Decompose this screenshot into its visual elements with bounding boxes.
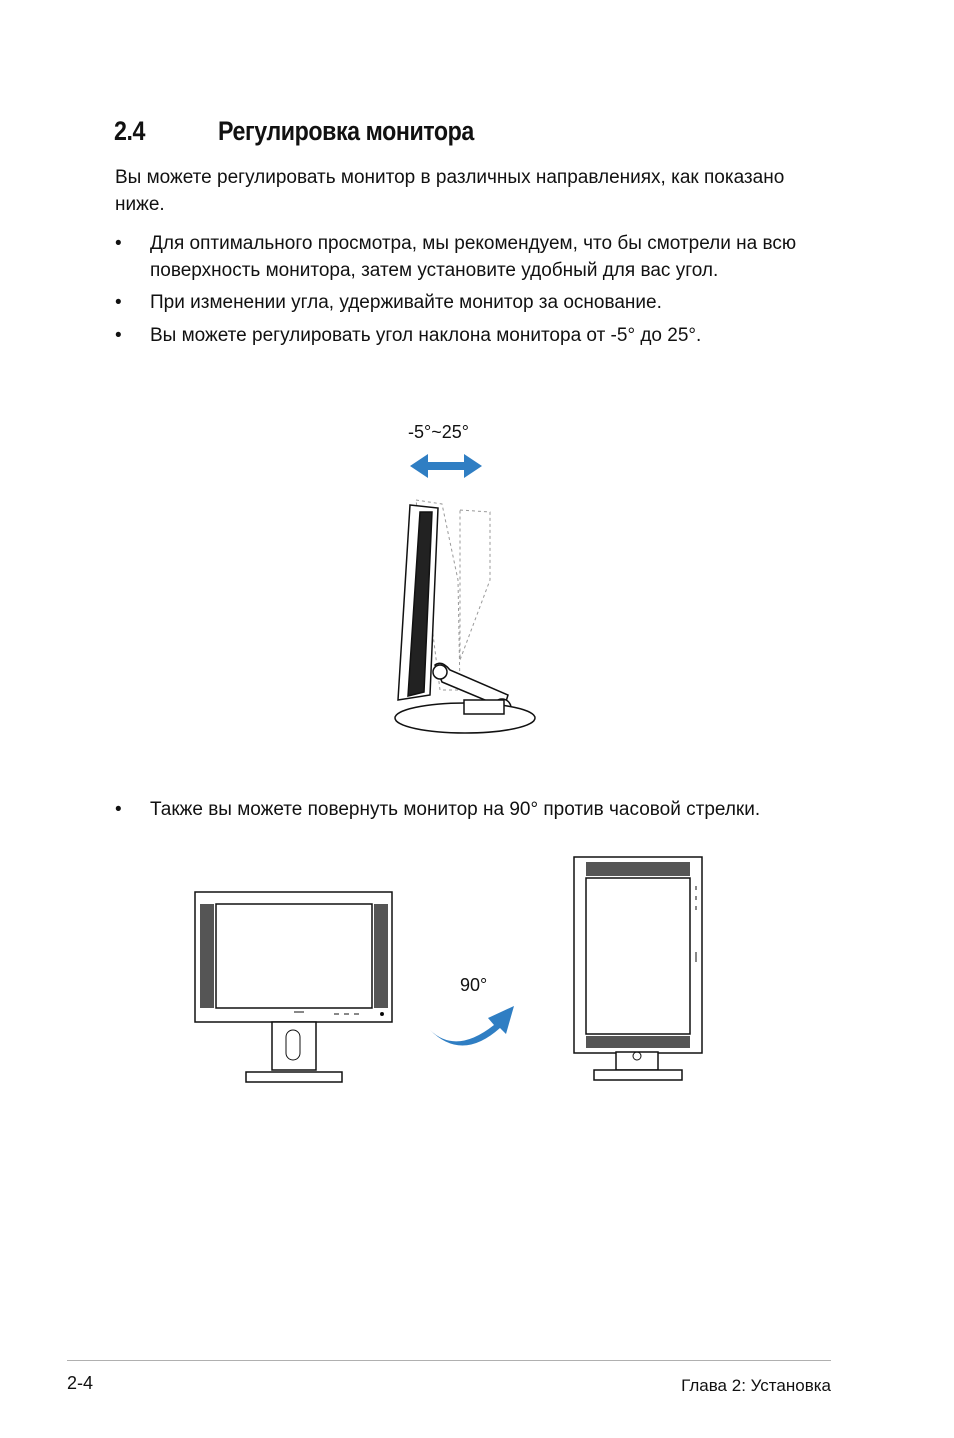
intro-paragraph: Вы можете регулировать монитор в различных направлениях, как показано ниже. xyxy=(115,167,785,215)
bullet-dot: • xyxy=(115,233,122,254)
bullet-item-3 xyxy=(115,322,835,349)
rotate-angle-label: 90° xyxy=(460,975,488,995)
bullet-item-rotate xyxy=(115,796,835,823)
section-number: 2.4 xyxy=(114,116,146,146)
double-arrow-icon xyxy=(410,454,482,478)
tilt-range-label: -5°~25° xyxy=(408,422,469,442)
monitor-landscape-icon xyxy=(194,890,394,1085)
chapter-label: Глава 2: Установка xyxy=(681,1376,831,1395)
bullet-dot: • xyxy=(115,799,122,820)
bullet-text: При изменении угла, удерживайте монитор за основание. xyxy=(150,292,662,313)
bullet-text: Для оптимального просмотра, мы рекомендуем, что бы смотрели на всю поверхность монитора, затем установите удобный для вас угол. xyxy=(150,233,797,281)
bullet-dot: • xyxy=(115,325,122,346)
bullet-text: Также вы можете повернуть монитор на 90° против часовой стрелки. xyxy=(150,799,761,820)
bullet-dot: • xyxy=(115,292,122,313)
bullet-item-1 xyxy=(115,230,835,284)
section-title: Регулировка монитора xyxy=(218,116,474,146)
bullet-text: Вы можете регулировать угол наклона монитора от -5° до 25°. xyxy=(150,325,702,346)
rotate-arrow-icon xyxy=(426,1000,521,1060)
bullet-item-2 xyxy=(115,289,835,316)
monitor-side-icon xyxy=(395,505,535,733)
page-number: 2-4 xyxy=(67,1373,94,1393)
tilt-illustration xyxy=(380,450,540,740)
monitor-portrait-icon xyxy=(572,856,707,1084)
footer-divider xyxy=(67,1360,831,1361)
section-heading xyxy=(114,116,474,147)
